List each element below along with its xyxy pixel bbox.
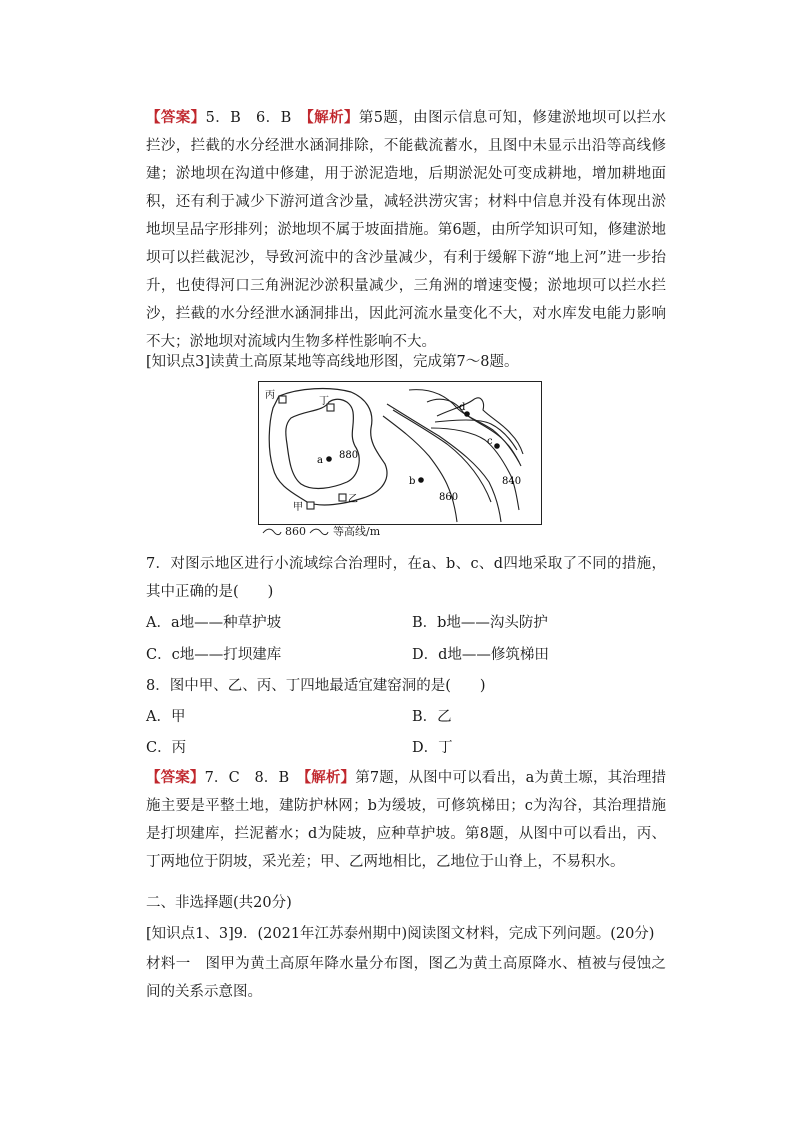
q8-option-b: B．乙 bbox=[412, 709, 452, 725]
contour-map bbox=[258, 381, 542, 525]
q8-option-d: D．丁 bbox=[412, 740, 453, 756]
question-9-stem: [知识点1、3]9．(2021年江苏泰州期中)阅读图文材料，完成下列问题。(20分) bbox=[146, 926, 655, 942]
map-legend bbox=[262, 524, 380, 540]
label-bing: 丙 bbox=[265, 390, 275, 401]
q7-option-a: A．a地——种草护坡 bbox=[146, 615, 282, 631]
label-a: a bbox=[317, 455, 323, 466]
analysis-text-2: 第7题，从图中可以看出，a为黄土塬，其治理措施主要是平整土地，建防护林网；b为缓坡，可修筑梯田；c为沟谷，其治理措施是打坝建库，拦泥蓄水；d为陡坡，应种草护坡。第8题，从图中可以看出，丙、丁两地位于阴坡，采光差；甲、乙两地相比，乙地位于山脊上，不易积水。 bbox=[146, 770, 667, 870]
material-1: 材料一 图甲为黄土高原年降水量分布图，图乙为黄土高原降水、植被与侵蚀之间的关系示意图。 bbox=[146, 956, 666, 1000]
question-7-stem: 7．对图示地区进行小流域综合治理时，在a、b、c、d四地采取了不同的措施，其中正确的是( ) bbox=[146, 556, 666, 600]
answer-values: 5．B 6．B bbox=[205, 110, 307, 126]
answer-paragraph-2 bbox=[146, 764, 666, 876]
point-b bbox=[418, 477, 424, 483]
label-d: d bbox=[459, 402, 466, 413]
analysis-tag: 【解析】 bbox=[306, 109, 359, 126]
answer-tag-2: 【答案】 bbox=[146, 769, 205, 786]
legend-wave-left bbox=[262, 527, 282, 537]
label-yi: 乙 bbox=[348, 494, 358, 505]
point-a bbox=[326, 456, 332, 462]
answer-values-2: 7．C 8．B bbox=[204, 770, 304, 786]
q8-option-a: A．甲 bbox=[146, 709, 186, 725]
analysis-text: 第5题，由图示信息可知，修建淤地坝可以拦水拦沙，拦截的水分经泄水涵洞排除，不能截流蓄水，且图中未显示出沿等高线修建；淤地坝在沟道中修建，用于淤泥造地，后期淤泥处可变成耕地，增加耕地面积，还有利于减少下游河道含沙量，减轻洪涝灾害；材料中信息并没有体现出淤地坝呈品字形排列；淤地坝不属于坡面措施。第6题，由所学知识可知，修建淤地坝可以拦截泥沙，导致河流中的含沙量减少，有利于缓解下游“地上河”进一步抬升，也使得河口三角洲泥沙淤积量减少，三角洲的增速变慢；淤地坝可以拦水拦沙，拦截的水分经泄水涵洞排出，因此河流水量变化不大，对水库发电能力影响不大；淤地坝对流域内生物多样性影响不大。 bbox=[146, 110, 667, 350]
contour-map-svg bbox=[259, 382, 541, 524]
site-jia-marker bbox=[307, 502, 314, 509]
question-8-stem: 8．图中甲、乙、丙、丁四地最适宜建窑洞的是( ) bbox=[146, 678, 486, 694]
q7-option-d: D．d地——修筑梯田 bbox=[412, 647, 549, 663]
contour-line-left-inner bbox=[286, 399, 359, 488]
answer-paragraph-1 bbox=[146, 104, 666, 356]
q8-option-c: C．丙 bbox=[146, 740, 187, 756]
contour-line-valley-2 bbox=[427, 399, 521, 466]
contour-label-840: 840 bbox=[502, 476, 522, 487]
knowledge-point-heading: [知识点3]读黄土高原某地等高线地形图，完成第7～8题。 bbox=[146, 354, 519, 370]
q7-option-b: B．b地——沟头防护 bbox=[412, 615, 548, 631]
contour-label-880: 880 bbox=[339, 450, 359, 461]
contour-label-860: 860 bbox=[439, 492, 459, 503]
legend-value: 860 bbox=[285, 525, 306, 538]
legend-wave-right bbox=[309, 527, 329, 537]
label-jia: 甲 bbox=[293, 502, 303, 513]
label-b: b bbox=[409, 476, 416, 487]
legend-text: 等高线/m bbox=[333, 525, 381, 538]
contour-line-valley-3 bbox=[437, 398, 523, 454]
contour-line-mid bbox=[393, 410, 491, 502]
site-yi-marker bbox=[339, 494, 346, 501]
section-heading: 二、非选择题(共20分) bbox=[146, 895, 292, 911]
label-c: c bbox=[487, 436, 493, 447]
point-c bbox=[494, 443, 500, 449]
label-ding: 丁 bbox=[319, 396, 329, 407]
q7-option-c: C．c地——打坝建库 bbox=[146, 647, 282, 663]
answer-tag: 【答案】 bbox=[146, 109, 206, 126]
site-bing-marker bbox=[279, 396, 286, 403]
contour-line-860 bbox=[383, 416, 457, 522]
analysis-tag-2: 【解析】 bbox=[303, 769, 356, 786]
